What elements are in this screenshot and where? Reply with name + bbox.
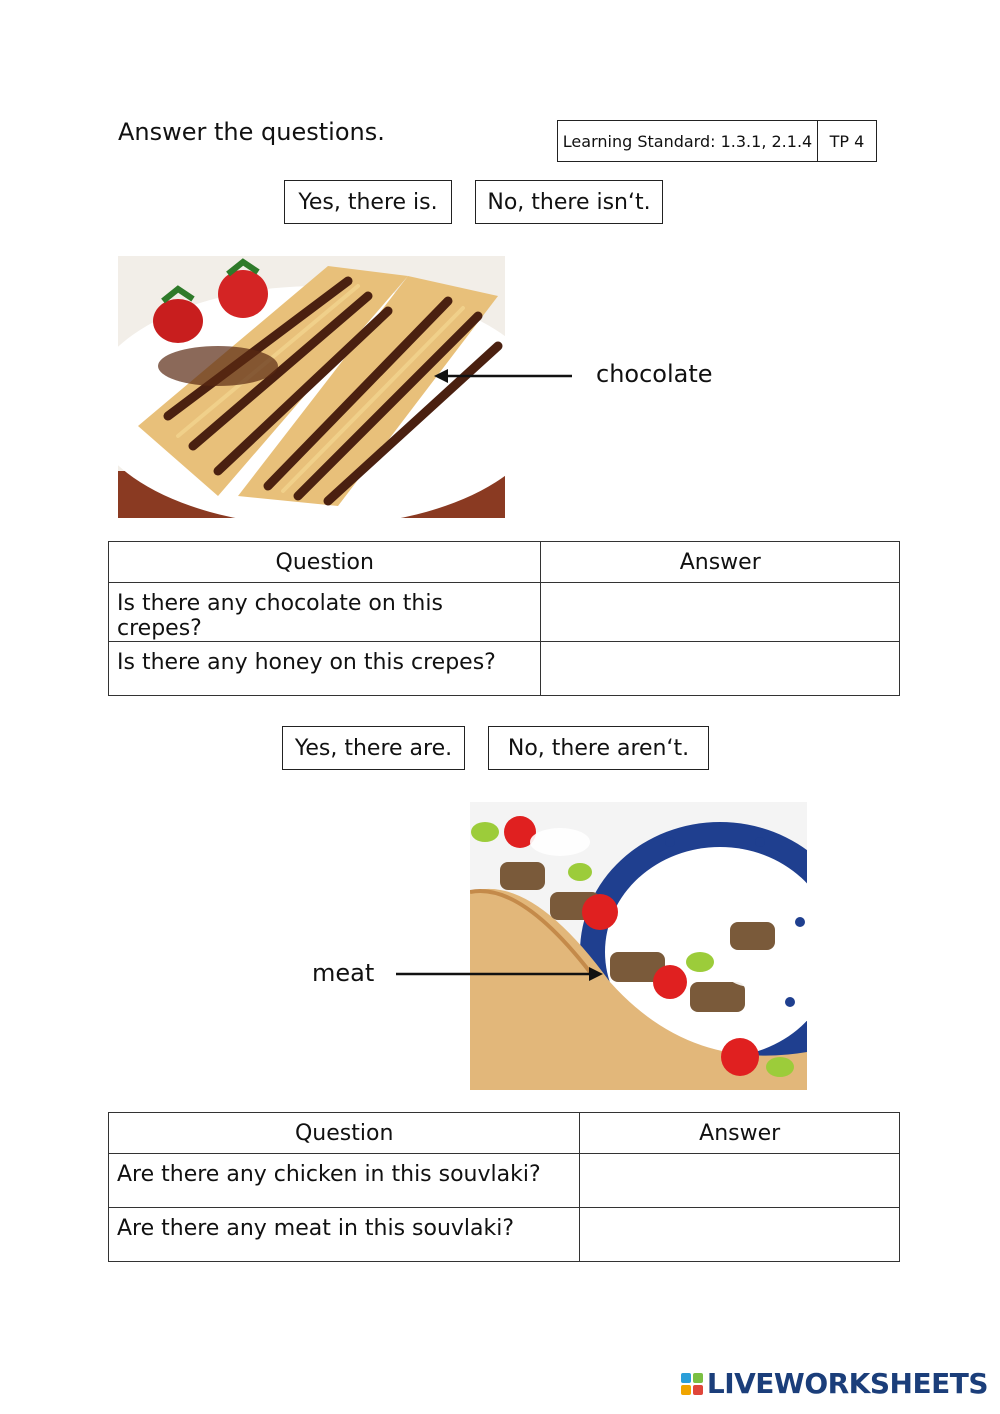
answer-cell[interactable] bbox=[541, 642, 900, 696]
crepes-question-table bbox=[108, 541, 900, 696]
table-row bbox=[109, 1154, 900, 1208]
option-yes-there-are[interactable]: Yes, there are. bbox=[282, 726, 465, 770]
chocolate-label: chocolate bbox=[596, 360, 713, 388]
option-yes-there-is[interactable]: Yes, there is. bbox=[284, 180, 452, 224]
question-cell: Are there any chicken in this souvlaki? bbox=[109, 1154, 580, 1208]
table-row bbox=[109, 1208, 900, 1262]
answer-cell[interactable] bbox=[580, 1154, 900, 1208]
answer-header: Answer bbox=[580, 1113, 900, 1154]
instruction-text: Answer the questions. bbox=[118, 118, 385, 146]
liveworksheets-logo-text: LIVEWORKSHEETS bbox=[706, 1367, 988, 1400]
chocolate-arrow-icon bbox=[430, 365, 580, 387]
liveworksheets-logo bbox=[681, 1367, 988, 1400]
learning-standard-label: Learning Standard: 1.3.1, 2.1.4 bbox=[558, 121, 818, 161]
meat-label: meat bbox=[312, 959, 375, 987]
souvlaki-photo bbox=[470, 802, 807, 1090]
souvlaki-question-table bbox=[108, 1112, 900, 1262]
learning-standard-box bbox=[557, 120, 877, 162]
meat-arrow-icon bbox=[392, 963, 607, 985]
question-cell: Are there any meat in this souvlaki? bbox=[109, 1208, 580, 1262]
table-row bbox=[109, 642, 900, 696]
tp-label: TP 4 bbox=[829, 131, 865, 151]
answer-cell[interactable] bbox=[541, 583, 900, 642]
answer-cell[interactable] bbox=[580, 1208, 900, 1262]
answer-header: Answer bbox=[541, 542, 900, 583]
question-header: Question bbox=[109, 1113, 580, 1154]
crepes-photo bbox=[118, 256, 505, 518]
option-no-there-isnt[interactable]: No, there isn‘t. bbox=[475, 180, 663, 224]
question-cell: Is there any chocolate on this crepes? bbox=[109, 583, 541, 642]
question-header: Question bbox=[109, 542, 541, 583]
liveworksheets-logo-icon bbox=[681, 1373, 703, 1395]
table-row bbox=[109, 583, 900, 642]
option-no-there-arent[interactable]: No, there aren‘t. bbox=[488, 726, 709, 770]
question-cell: Is there any honey on this crepes? bbox=[109, 642, 541, 696]
